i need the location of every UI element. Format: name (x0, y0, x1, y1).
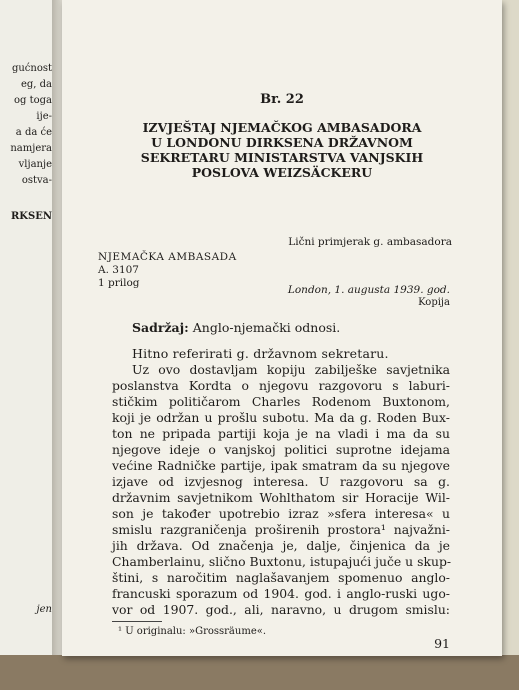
document-title-line: POSLOVA WEIZSÄCKERU (191, 165, 373, 180)
left-page-fragment: namjera (10, 143, 52, 154)
footnote: ¹ U originalu: »Grossräume«. (118, 626, 267, 637)
body-line: jih država. Od značenja je, dalje, činjenica da je (112, 538, 450, 553)
attachment-note: 1 prilog (98, 277, 140, 289)
subject-line (132, 320, 340, 335)
sender: NJEMAČKA AMBASADA (98, 251, 237, 263)
body-line: son je također upotrebio izraz »sfera interesa« u (112, 506, 450, 521)
page-stack-edge (500, 0, 519, 655)
left-page (0, 0, 59, 655)
left-page-fragment: vljanje (18, 159, 52, 170)
page-number: 91 (434, 636, 450, 651)
urgent-note: Hitno referirati g. državnom sekretaru. (132, 346, 389, 361)
body-line: Uz ovo dostavljam kopiju zabilješke savjetnika (132, 362, 450, 377)
body-line: njegove ideje o vanjskoj politici suprotne idejama (112, 442, 450, 457)
body-line: izjave od izvjesnog interesa. U razgovoru sa g. (112, 474, 450, 489)
left-page-fragment: og toga (13, 95, 52, 106)
footnote-rule (112, 621, 162, 622)
body-line: ton ne pripada partiji koja je na vladi i ma da su (112, 426, 450, 441)
table-surface (0, 650, 519, 690)
left-page-fragment: eg, da (20, 79, 52, 90)
body-line: većine Radničke partije, ipak smatram da su njegove (112, 458, 450, 473)
place-date: London, 1. augusta 1939. god. (287, 284, 450, 296)
left-page-fragment: gućnost (11, 63, 52, 74)
document-number: Br. 22 (260, 92, 304, 107)
left-page-fragment: ije- (36, 111, 52, 122)
body-line: vor od 1907. god., ali, naravno, u drugom smislu: (112, 602, 450, 617)
left-page-fragment: RKSEN (11, 211, 52, 222)
left-page-fragment: a da će (15, 127, 52, 138)
copy-label: Kopija (418, 297, 450, 308)
body-line: štini, s naročitim naglašavanjem spomenuo anglo- (112, 570, 450, 585)
body-line: Chamberlainu, slično Buxtonu, istupajući juče u skup- (112, 554, 452, 569)
subject-label: Sadržaj: (132, 320, 189, 335)
left-page-fragment: ostva- (21, 175, 52, 186)
body-line: smislu razgraničenja proširenih prostora¹ najvažni- (112, 522, 450, 537)
document-title-line: IZVJEŠTAJ NJEMAČKOG AMBASADORA (142, 120, 422, 135)
left-page-fragment: jen (36, 604, 52, 615)
body-line: stičkim političarom Charles Rodenom Buxtonom, (112, 394, 450, 409)
body-line: državnim savjetnikom Wohlthatom sir Horacije Wil- (112, 490, 450, 505)
reference-number: A. 3107 (98, 264, 139, 276)
document-title-line: SEKRETARU MINISTARSTVA VANJSKIH (140, 150, 424, 165)
book-page (62, 0, 502, 656)
document-title-line: U LONDONU DIRKSENA DRŽAVNOM (151, 135, 413, 150)
subject-text: Anglo-njemački odnosi. (192, 320, 341, 335)
body-line: poslanstva Kordta o njegovu razgovoru s laburi- (112, 378, 450, 393)
personal-copy-note: Lični primjerak g. ambasadora (288, 236, 452, 248)
body-line: francuski sporazum od 1904. god. i anglo-ruski ugo- (112, 586, 450, 601)
body-line: koji je održan u prošlu subotu. Ma da g. Roden Bux- (112, 410, 450, 425)
